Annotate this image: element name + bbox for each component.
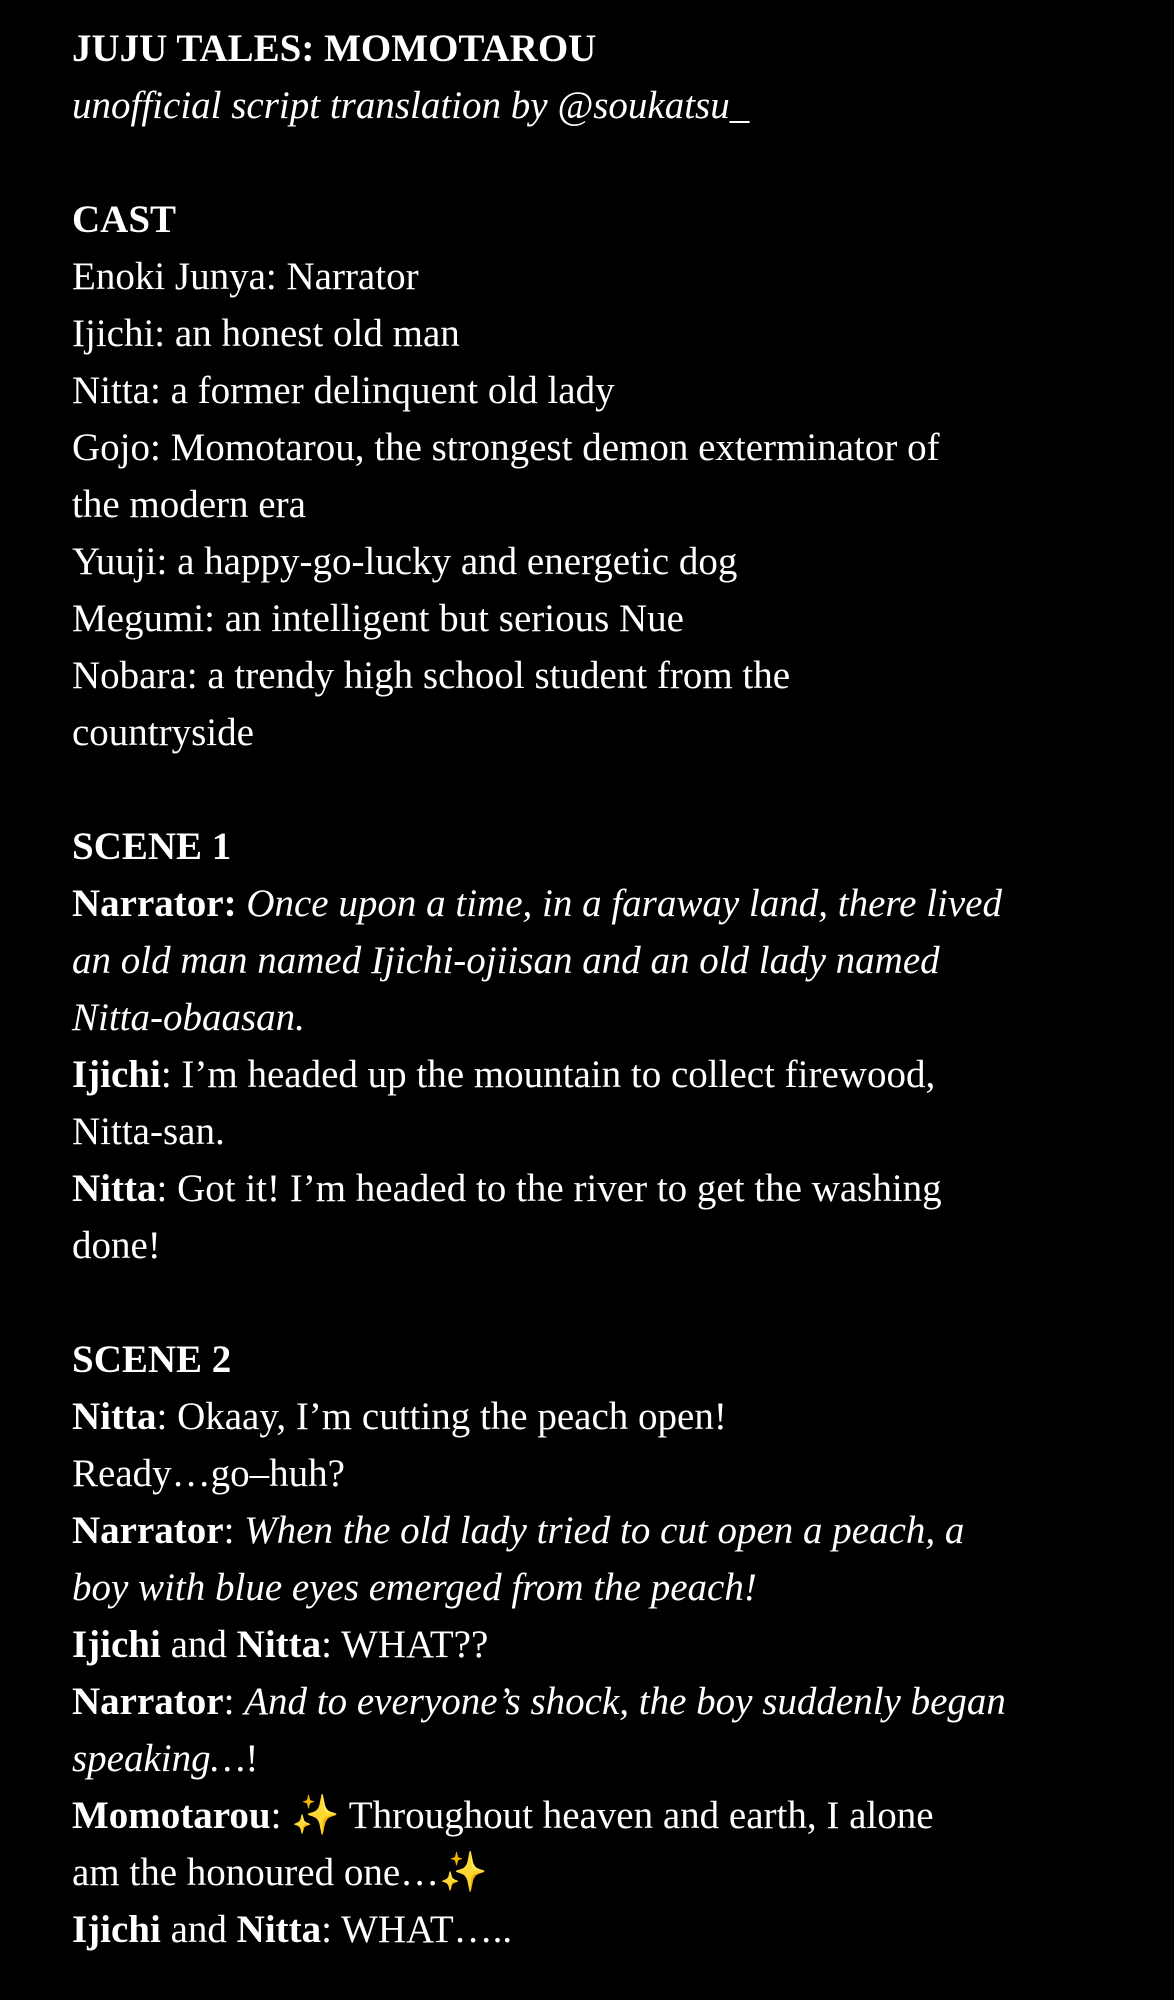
- narration-text: Nitta-obaasan.: [72, 996, 305, 1039]
- cast-line: countryside: [72, 711, 254, 754]
- dialogue-line: [72, 1388, 1112, 1445]
- cast-line: Ijichi: an honest old man: [72, 312, 460, 355]
- speaker-name: Narrator: [72, 1680, 224, 1723]
- dialogue-text: : WHAT??: [321, 1623, 489, 1666]
- document-title-text: JUJU TALES: MOMOTAROU: [72, 27, 597, 70]
- cast-line: Yuuji: a happy-go-lucky and energetic dog: [72, 540, 738, 583]
- scene-2-heading-text: SCENE 2: [72, 1338, 232, 1381]
- dialogue-line: [72, 1502, 1112, 1559]
- colon: :: [223, 1509, 245, 1552]
- cast-line: Megumi: an intelligent but serious Nue: [72, 597, 684, 640]
- dialogue-text: : Got it! I’m headed to the river to get the washing: [156, 1167, 942, 1210]
- speaker-name: Narrator:: [72, 882, 237, 925]
- cast-line: Nobara: a trendy high school student from the: [72, 654, 791, 697]
- narration-text: speaking…: [72, 1737, 246, 1780]
- cast-heading: [72, 191, 1112, 248]
- cast-heading-text: CAST: [72, 198, 177, 241]
- cast-line: Enoki Junya: Narrator: [72, 255, 419, 298]
- dialogue-line: [72, 875, 1112, 932]
- dialogue-text: am the honoured one…: [72, 1851, 440, 1894]
- speaker-name: Nitta: [236, 1623, 322, 1666]
- narration-text: an old man named Ijichi-ojiisan and an old lady named: [72, 939, 940, 982]
- dialogue-line: [72, 1559, 1112, 1616]
- colon: :: [223, 1680, 245, 1723]
- dialogue-line: [72, 932, 1112, 989]
- dialogue-line: [72, 1901, 1112, 1958]
- script-page: [72, 20, 1112, 1958]
- dialogue-line: [72, 1787, 1112, 1844]
- speaker-name: Ijichi: [72, 1053, 161, 1096]
- document-subtitle: [72, 77, 1112, 134]
- cast-line: Gojo: Momotarou, the strongest demon exterminator of: [72, 426, 940, 469]
- narration-text: boy with blue eyes emerged from the peach!: [72, 1566, 757, 1609]
- speaker-name: Nitta: [236, 1908, 322, 1951]
- sparkles-icon: ✨: [291, 1794, 340, 1837]
- dialogue-line: done!: [72, 1224, 161, 1267]
- dialogue-line: [72, 1730, 1112, 1787]
- speaker-name: Narrator: [72, 1509, 224, 1552]
- colon: :: [270, 1794, 292, 1837]
- narration-text: And to everyone’s shock, the boy suddenly began: [244, 1680, 1006, 1723]
- conjunction: and: [160, 1623, 237, 1666]
- speaker-name: Nitta: [72, 1167, 157, 1210]
- dialogue-line: [72, 1673, 1112, 1730]
- document-subtitle-text: unofficial script translation by @soukatsu_: [72, 84, 750, 127]
- dialogue-text: : Okaay, I’m cutting the peach open!: [156, 1395, 727, 1438]
- cast-line: the modern era: [72, 483, 306, 526]
- spacer: [72, 1274, 1112, 1331]
- dialogue-line: [72, 1046, 1112, 1103]
- document-title: [72, 20, 1112, 77]
- dialogue-line: Ready…go–huh?: [72, 1452, 345, 1495]
- narration-text: When the old lady tried to cut open a peach, a: [244, 1509, 965, 1552]
- dialogue-line: Nitta-san.: [72, 1110, 225, 1153]
- speaker-name: Nitta: [72, 1395, 157, 1438]
- dialogue-line: [72, 989, 1112, 1046]
- spacer: [72, 134, 1112, 191]
- scene-2-heading: [72, 1331, 1112, 1388]
- dialogue-line: [72, 1160, 1112, 1217]
- scene-1-heading-text: SCENE 1: [72, 825, 232, 868]
- conjunction: and: [160, 1908, 237, 1951]
- cast-line: Nitta: a former delinquent old lady: [72, 369, 615, 412]
- scene-1-heading: [72, 818, 1112, 875]
- dialogue-text: !: [245, 1737, 259, 1780]
- dialogue-line: [72, 1844, 1112, 1901]
- dialogue-text: : WHAT…..: [321, 1908, 513, 1951]
- speaker-name: Ijichi: [72, 1623, 161, 1666]
- dialogue-line: [72, 1616, 1112, 1673]
- speaker-name: Momotarou: [72, 1794, 271, 1837]
- narration-text: Once upon a time, in a faraway land, there lived: [236, 882, 1002, 925]
- speaker-name: Ijichi: [72, 1908, 161, 1951]
- dialogue-text: Throughout heaven and earth, I alone: [339, 1794, 934, 1837]
- spacer: [72, 761, 1112, 818]
- dialogue-text: : I’m headed up the mountain to collect firewood,: [160, 1053, 936, 1096]
- sparkles-icon: ✨: [439, 1851, 488, 1894]
